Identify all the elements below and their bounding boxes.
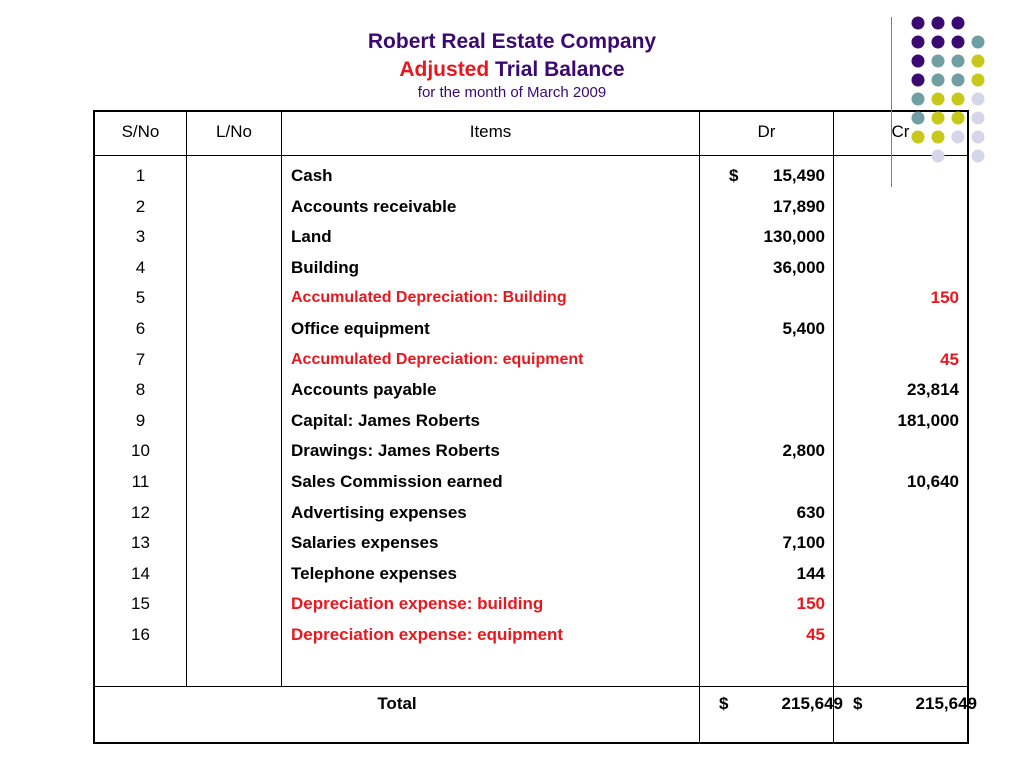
total-label: Total bbox=[377, 694, 417, 713]
currency-symbol: $ bbox=[719, 694, 729, 713]
decorative-dot bbox=[932, 74, 945, 87]
row-item: Advertising expenses bbox=[291, 502, 467, 522]
column-divider bbox=[699, 112, 700, 742]
decorative-dot bbox=[952, 55, 965, 68]
dr-column bbox=[701, 165, 825, 655]
row-item: Sales Commission earned bbox=[291, 471, 503, 491]
row-number: 14 bbox=[131, 563, 150, 583]
row-number: 13 bbox=[131, 533, 150, 553]
row-cr bbox=[835, 318, 959, 349]
total-cr-value: 215,649 bbox=[915, 694, 977, 713]
row-dr: 36,000 bbox=[773, 257, 825, 277]
decorative-dot bbox=[912, 93, 925, 106]
row-cr: 150 bbox=[930, 288, 959, 308]
row-item: Building bbox=[291, 257, 359, 277]
row-number: 5 bbox=[135, 288, 146, 308]
decorative-dot bbox=[912, 55, 925, 68]
row-dr: 144 bbox=[796, 563, 825, 583]
row-item: Accounts receivable bbox=[291, 196, 457, 216]
column-header-lno: L/No bbox=[216, 122, 252, 141]
row-item: Accumulated Depreciation: equipment bbox=[291, 350, 584, 368]
row-item: Accounts payable bbox=[291, 380, 437, 400]
row-cr bbox=[835, 196, 959, 227]
company-title: Robert Real Estate Company bbox=[367, 30, 657, 53]
row-number: 12 bbox=[131, 502, 150, 522]
row-cr bbox=[835, 532, 959, 563]
row-number: 4 bbox=[135, 257, 146, 277]
row-number: 2 bbox=[135, 196, 146, 216]
row-dr: 5,400 bbox=[782, 318, 825, 338]
decorative-dot bbox=[972, 112, 985, 125]
row-number: 3 bbox=[135, 227, 146, 247]
row-dr bbox=[701, 287, 825, 318]
total-divider bbox=[95, 686, 967, 687]
decorative-dot bbox=[952, 74, 965, 87]
row-cr: 45 bbox=[940, 349, 959, 369]
row-dr bbox=[701, 410, 825, 441]
row-cr: 181,000 bbox=[897, 410, 959, 430]
row-number: 7 bbox=[135, 349, 146, 369]
row-dr: 2,800 bbox=[782, 441, 825, 461]
row-number: 9 bbox=[135, 410, 146, 430]
row-dr: 45 bbox=[806, 624, 825, 644]
row-item: Depreciation expense: equipment bbox=[291, 624, 564, 644]
decorative-dot bbox=[932, 93, 945, 106]
row-cr bbox=[835, 165, 959, 196]
row-number: 6 bbox=[135, 318, 146, 338]
row-cr bbox=[835, 563, 959, 594]
report-period: for the month of March 2009 bbox=[417, 84, 607, 101]
column-divider bbox=[281, 112, 282, 686]
row-cr bbox=[835, 257, 959, 288]
currency-symbol: $ bbox=[853, 694, 863, 713]
row-cr bbox=[835, 502, 959, 533]
decorative-dot bbox=[972, 93, 985, 106]
row-item: Office equipment bbox=[291, 318, 430, 338]
row-cr bbox=[835, 440, 959, 471]
row-dr bbox=[701, 165, 825, 196]
total-dr-value: 215,649 bbox=[781, 694, 843, 713]
row-item: Cash bbox=[291, 166, 333, 185]
column-divider bbox=[186, 112, 187, 686]
row-item: Drawings: James Roberts bbox=[291, 441, 500, 461]
column-header-cr: Cr bbox=[891, 122, 910, 141]
decorative-dot bbox=[972, 74, 985, 87]
decorative-dot bbox=[912, 17, 925, 30]
decorative-dot bbox=[972, 36, 985, 49]
column-header-items: Items bbox=[469, 122, 512, 141]
currency-symbol: $ bbox=[729, 166, 739, 185]
report-title-highlight: Adjusted bbox=[399, 58, 490, 81]
row-number: 8 bbox=[135, 380, 146, 400]
decorative-line bbox=[891, 17, 892, 187]
row-dr: 630 bbox=[796, 502, 825, 522]
row-item: Telephone expenses bbox=[291, 563, 457, 583]
decorative-dot bbox=[972, 131, 985, 144]
column-header-sno: S/No bbox=[121, 122, 160, 141]
row-dr: 7,100 bbox=[782, 533, 825, 553]
row-number: 11 bbox=[131, 471, 150, 491]
row-cr bbox=[835, 624, 959, 655]
row-number: 1 bbox=[135, 166, 146, 185]
total-dr bbox=[701, 694, 843, 714]
trial-balance-table bbox=[93, 110, 977, 744]
row-cr bbox=[835, 226, 959, 257]
decorative-dot bbox=[932, 36, 945, 49]
row-dr: 130,000 bbox=[763, 227, 825, 247]
row-item: Depreciation expense: building bbox=[291, 594, 544, 614]
row-item: Land bbox=[291, 227, 332, 247]
decorative-dot bbox=[912, 74, 925, 87]
decorative-dot bbox=[952, 93, 965, 106]
row-dr bbox=[701, 349, 825, 380]
row-dr: 17,890 bbox=[773, 196, 825, 216]
row-number: 16 bbox=[131, 624, 150, 644]
row-dr: 150 bbox=[796, 594, 825, 614]
row-cr bbox=[835, 593, 959, 624]
row-cr: 10,640 bbox=[907, 471, 959, 491]
row-number: 15 bbox=[131, 594, 150, 614]
decorative-dot bbox=[912, 36, 925, 49]
row-dr bbox=[701, 471, 825, 502]
title-block bbox=[300, 28, 724, 102]
column-header-dr: Dr bbox=[757, 122, 776, 141]
decorative-dot bbox=[972, 55, 985, 68]
decorative-dot bbox=[952, 36, 965, 49]
total-cr bbox=[835, 694, 977, 714]
cr-column bbox=[835, 165, 959, 655]
decorative-dot bbox=[972, 150, 985, 163]
row-dr bbox=[701, 379, 825, 410]
report-title bbox=[300, 56, 724, 84]
column-divider bbox=[833, 112, 834, 742]
decorative-dot bbox=[932, 17, 945, 30]
row-number: 10 bbox=[131, 441, 150, 461]
sno-column bbox=[95, 165, 186, 655]
row-item: Accumulated Depreciation: Building bbox=[291, 289, 567, 307]
row-item: Capital: James Roberts bbox=[291, 410, 480, 430]
items-column bbox=[291, 165, 699, 655]
row-dr-value: 15,490 bbox=[773, 166, 825, 185]
decorative-dot bbox=[952, 17, 965, 30]
decorative-dot bbox=[932, 55, 945, 68]
row-cr: 23,814 bbox=[907, 380, 959, 400]
report-title-rest: Trial Balance bbox=[495, 58, 625, 81]
row-item: Salaries expenses bbox=[291, 533, 439, 553]
